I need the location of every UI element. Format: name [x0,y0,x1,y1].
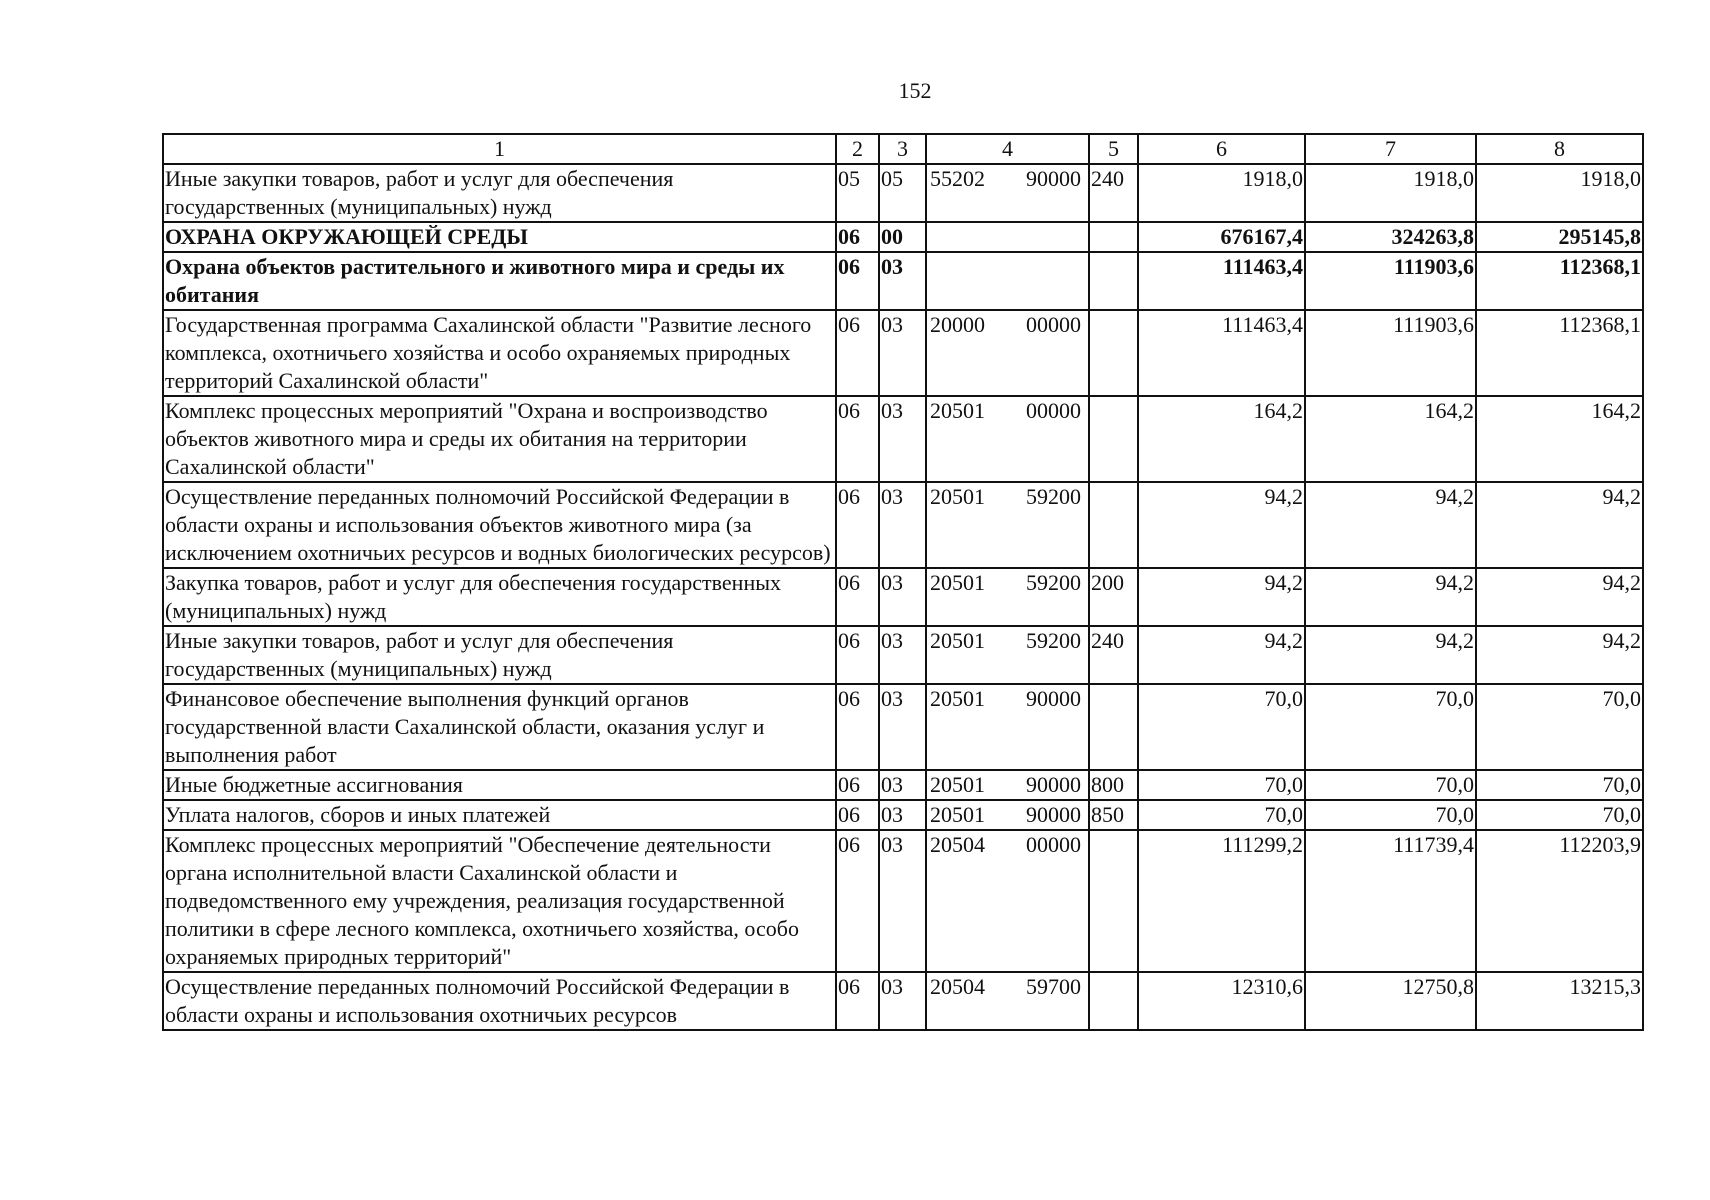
amount-col-6: 111463,4 [1138,310,1305,396]
target-article-parts [928,569,1087,597]
table-row [163,770,1643,800]
target-article-parts [928,685,1087,713]
target-article-code [926,482,1089,568]
expense-type-code [1089,396,1138,482]
row-name: Иные закупки товаров, работ и услуг для обеспечения государственных (муниципальных) нужд [163,164,836,222]
amount-col-6: 164,2 [1138,396,1305,482]
amount-col-8: 295145,8 [1476,222,1643,252]
row-name: Уплата налогов, сборов и иных платежей [163,800,836,830]
row-name: Иные бюджетные ассигнования [163,770,836,800]
direction-code: 90000 [1026,772,1081,797]
direction-code: 00000 [1026,312,1081,337]
amount-col-7: 111903,6 [1305,252,1476,310]
program-code: 20501 [930,772,985,797]
amount-col-8: 70,0 [1476,800,1643,830]
target-article-parts [928,311,1087,339]
target-article-code [926,222,1089,252]
program-code: 20000 [930,312,985,337]
amount-col-8: 94,2 [1476,482,1643,568]
table-body [163,164,1643,1030]
row-name: ОХРАНА ОКРУЖАЮЩЕЙ СРЕДЫ [163,222,836,252]
direction-code: 90000 [1026,166,1081,191]
row-name: Осуществление переданных полномочий Российской Федерации в области охраны и использования охотничьих ресурсов [163,972,836,1030]
row-name: Иные закупки товаров, работ и услуг для обеспечения государственных (муниципальных) нужд [163,626,836,684]
target-article-parts [928,627,1087,655]
table-row [163,568,1643,626]
amount-col-8: 13215,3 [1476,972,1643,1030]
program-code: 20501 [930,484,985,509]
section-code: 06 [836,222,879,252]
amount-col-6: 111463,4 [1138,252,1305,310]
section-code: 05 [836,164,879,222]
target-article-code [926,310,1089,396]
section-code: 06 [836,830,879,972]
program-code: 20501 [930,802,985,827]
row-name: Комплекс процессных мероприятий "Обеспечение деятельности органа исполнительной власти Сахалинской области и подведомственного ему учреждения, реализация государственной политики в сфере лесного комплекса, охотничьего хозяйства, особо охраняемых природных территорий" [163,830,836,972]
amount-col-6: 1918,0 [1138,164,1305,222]
amount-col-7: 94,2 [1305,626,1476,684]
amount-col-7: 111739,4 [1305,830,1476,972]
target-article-code [926,252,1089,310]
page-number: 152 [898,78,932,103]
amount-col-6: 94,2 [1138,482,1305,568]
header-row [163,134,1643,164]
table-row [163,972,1643,1030]
direction-code: 59200 [1026,484,1081,509]
program-code: 20504 [930,832,985,857]
row-name: Осуществление переданных полномочий Российской Федерации в области охраны и использования объектов животного мира (за исключением охотничьих ресурсов и водных биологических ресурсов) [163,482,836,568]
expense-type-code: 240 [1089,626,1138,684]
amount-col-8: 1918,0 [1476,164,1643,222]
amount-col-6: 94,2 [1138,626,1305,684]
subsection-code: 03 [879,684,926,770]
table-row [163,800,1643,830]
expense-type-code: 800 [1089,770,1138,800]
section-code: 06 [836,800,879,830]
direction-code: 00000 [1026,832,1081,857]
target-article-parts [928,397,1087,425]
direction-code: 90000 [1026,802,1081,827]
amount-col-7: 70,0 [1305,800,1476,830]
program-code: 20501 [930,628,985,653]
expense-type-code [1089,222,1138,252]
target-article-code [926,626,1089,684]
table-row [163,222,1643,252]
subsection-code: 00 [879,222,926,252]
direction-code: 90000 [1026,686,1081,711]
amount-col-8: 94,2 [1476,568,1643,626]
table-row [163,684,1643,770]
target-article-code [926,164,1089,222]
subsection-code: 03 [879,482,926,568]
amount-col-6: 94,2 [1138,568,1305,626]
budget-table [162,133,1644,1031]
subsection-code: 03 [879,626,926,684]
amount-col-7: 12750,8 [1305,972,1476,1030]
expense-type-code: 850 [1089,800,1138,830]
expense-type-code [1089,684,1138,770]
amount-col-6: 12310,6 [1138,972,1305,1030]
target-article-parts [928,165,1087,193]
table-row [163,626,1643,684]
amount-col-8: 164,2 [1476,396,1643,482]
row-name: Комплекс процессных мероприятий "Охрана и воспроизводство объектов животного мира и среды их обитания на территории Сахалинской области" [163,396,836,482]
amount-col-7: 70,0 [1305,770,1476,800]
column-header: 2 [836,134,879,164]
target-article-parts [928,771,1087,799]
amount-col-8: 94,2 [1476,626,1643,684]
expense-type-code: 200 [1089,568,1138,626]
column-header: 3 [879,134,926,164]
amount-col-7: 94,2 [1305,568,1476,626]
section-code: 06 [836,770,879,800]
table-row [163,830,1643,972]
amount-col-8: 70,0 [1476,770,1643,800]
column-header: 6 [1138,134,1305,164]
row-name: Охрана объектов растительного и животного мира и среды их обитания [163,252,836,310]
direction-code: 59200 [1026,570,1081,595]
target-article-code [926,800,1089,830]
column-header: 4 [926,134,1089,164]
amount-col-6: 70,0 [1138,800,1305,830]
column-header: 5 [1089,134,1138,164]
target-article-code [926,830,1089,972]
target-article-parts [928,483,1087,511]
table-row [163,164,1643,222]
program-code: 20504 [930,974,985,999]
amount-col-8: 112203,9 [1476,830,1643,972]
section-code: 06 [836,310,879,396]
row-name: Государственная программа Сахалинской области "Развитие лесного комплекса, охотничьего хозяйства и особо охраняемых природных территорий Сахалинской области" [163,310,836,396]
amount-col-6: 70,0 [1138,684,1305,770]
expense-type-code: 240 [1089,164,1138,222]
target-article-parts [928,801,1087,829]
table-row [163,252,1643,310]
section-code: 06 [836,626,879,684]
subsection-code: 03 [879,770,926,800]
table-row [163,482,1643,568]
expense-type-code [1089,310,1138,396]
program-code: 20501 [930,686,985,711]
expense-type-code [1089,482,1138,568]
amount-col-7: 70,0 [1305,684,1476,770]
subsection-code: 05 [879,164,926,222]
target-article-code [926,396,1089,482]
amount-col-6: 676167,4 [1138,222,1305,252]
target-article-code [926,684,1089,770]
direction-code: 59200 [1026,628,1081,653]
amount-col-7: 164,2 [1305,396,1476,482]
target-article-code [926,770,1089,800]
subsection-code: 03 [879,800,926,830]
column-header: 8 [1476,134,1643,164]
section-code: 06 [836,482,879,568]
amount-col-7: 111903,6 [1305,310,1476,396]
amount-col-8: 112368,1 [1476,252,1643,310]
column-header: 7 [1305,134,1476,164]
subsection-code: 03 [879,396,926,482]
amount-col-8: 70,0 [1476,684,1643,770]
table-row [163,310,1643,396]
target-article-code [926,972,1089,1030]
section-code: 06 [836,252,879,310]
amount-col-7: 1918,0 [1305,164,1476,222]
subsection-code: 03 [879,830,926,972]
subsection-code: 03 [879,252,926,310]
expense-type-code [1089,252,1138,310]
row-name: Финансовое обеспечение выполнения функций органов государственной власти Сахалинской области, оказания услуг и выполнения работ [163,684,836,770]
program-code: 20501 [930,570,985,595]
program-code: 55202 [930,166,985,191]
target-article-parts [928,831,1087,859]
amount-col-7: 324263,8 [1305,222,1476,252]
row-name: Закупка товаров, работ и услуг для обеспечения государственных (муниципальных) нужд [163,568,836,626]
direction-code: 00000 [1026,398,1081,423]
expense-type-code [1089,830,1138,972]
target-article-code [926,568,1089,626]
column-header: 1 [163,134,836,164]
section-code: 06 [836,684,879,770]
amount-col-6: 111299,2 [1138,830,1305,972]
section-code: 06 [836,568,879,626]
table-row [163,396,1643,482]
expense-type-code [1089,972,1138,1030]
amount-col-8: 112368,1 [1476,310,1643,396]
program-code: 20501 [930,398,985,423]
section-code: 06 [836,396,879,482]
subsection-code: 03 [879,972,926,1030]
target-article-parts [928,973,1087,1001]
amount-col-6: 70,0 [1138,770,1305,800]
direction-code: 59700 [1026,974,1081,999]
section-code: 06 [836,972,879,1030]
subsection-code: 03 [879,310,926,396]
subsection-code: 03 [879,568,926,626]
amount-col-7: 94,2 [1305,482,1476,568]
